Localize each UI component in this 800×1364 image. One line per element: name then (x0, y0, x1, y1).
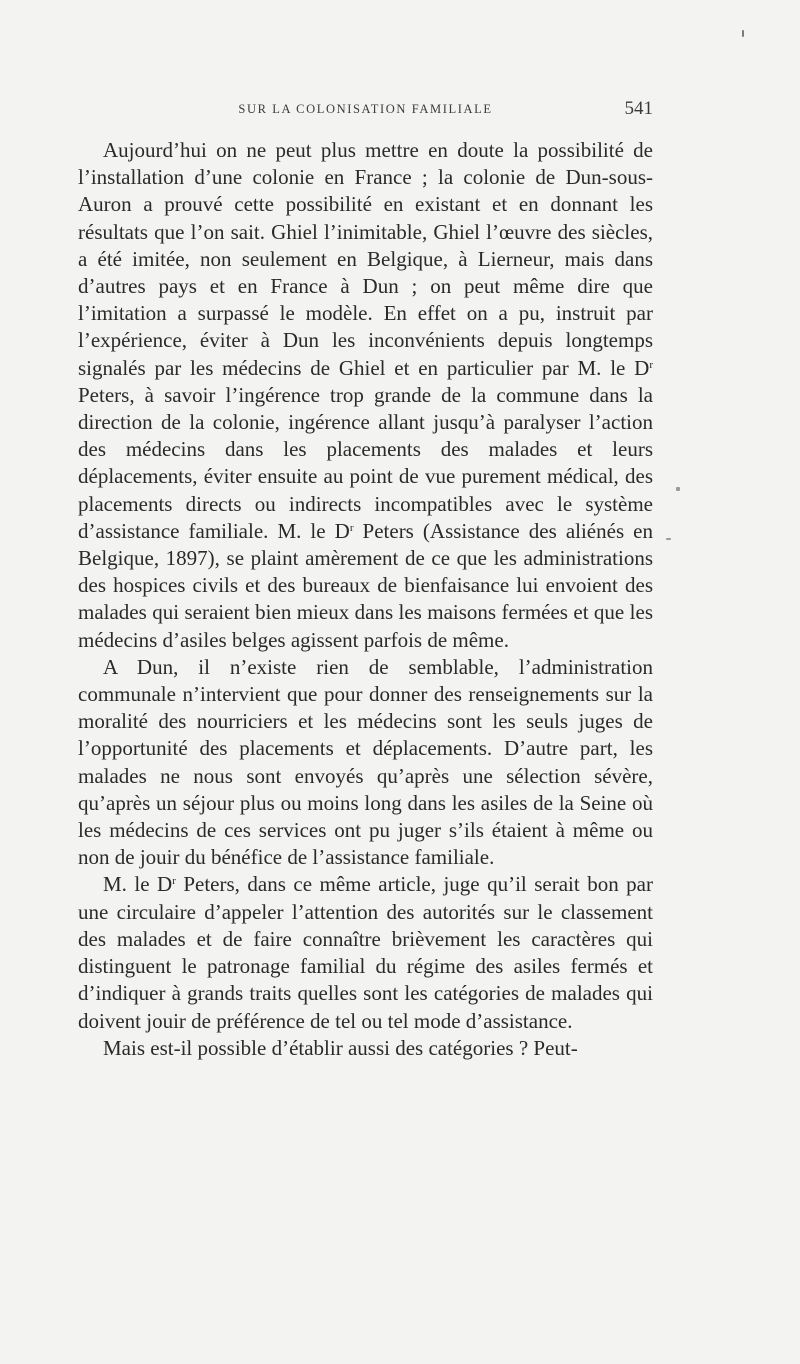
doctor-abbrev-superscript: r (349, 521, 354, 534)
body-text (78, 137, 653, 1062)
text-segment: Peters, à savoir l’ingérence trop grande de la commune dans la direction de la colonie, ingérence allant jusqu’à paralyser l’action des médecins dans les placements des malades et leurs déplacements, éviter ensuite au point de vue purement médical, des placements directs ou indirects incompatibles avec le système d’assistance familiale. M. le D (78, 382, 653, 543)
doctor-abbrev-superscript: r (649, 358, 653, 371)
text-segment: A Dun, il n’existe rien de semblable, l’administration communale n’intervient que pour donner des renseignements sur la moralité des nourriciers et les médecins sont les seuls juges de l’opportunité des placements et déplacements. D’autre part, les malades ne nous sont envoyés qu’après une sélection sévère, qu’après un séjour plus ou moins long dans les asiles de la Seine où les médecins de ces services ont pu juger s’ils étaient à même ou non de jouir du bénéfice de l’assistance familiale. (78, 654, 653, 870)
running-title: SUR LA COLONISATION FAMILIALE (238, 102, 493, 116)
paragraph-3 (78, 871, 653, 1034)
text-segment: M. le D (103, 872, 173, 897)
running-head (78, 98, 653, 122)
text-segment: Peters (Assistance des aliénés en Belgique, 1897), se plaint amèrement de ce que les administrations des hospices civils et des bureaux de bienfaisance lui envoient des malades qui seraient bien mieux dans les maisons fermées et que les médecins d’asiles belges agissent parfois de même. (78, 518, 653, 652)
scan-speck (676, 487, 680, 491)
text-segment: Mais est-il possible d’établir aussi des catégories ? Peut- (103, 1035, 578, 1060)
scan-speck (742, 30, 744, 37)
paragraph-2 (78, 654, 653, 872)
paragraph-4 (78, 1035, 653, 1062)
text-segment: Aujourd’hui on ne peut plus mettre en doute la possibilité de l’installation d’une colonie en France ; la colonie de Dun-sous-Auron a prouvé cette possibilité en existant et en donnant les résultats que l’on sait. Ghiel l’inimitable, Ghiel l’œuvre des siècles, a été imitée, non seulement en Belgique, à Lierneur, mais dans d’autres pays et en France à Dun ; on peut même dire que l’imitation a surpassé le modèle. En effet on a pu, instruit par l’expérience, éviter à Dun les inconvénients depuis longtemps signalés par les médecins de Ghiel et en particulier par M. le D (78, 138, 653, 380)
page-number: 541 (624, 98, 653, 119)
doctor-abbrev-superscript: r (172, 875, 176, 888)
text-segment: Peters, dans ce même article, juge qu’il serait bon par une circulaire d’appeler l’attention des autorités sur le classement des malades et de faire connaître brièvement les caractères qui distinguent le patronage familial du régime des asiles fermés et d’indiquer à grands traits quelles sont les catégories de malades qui doivent jouir de préférence de tel ou tel mode d’assistance. (78, 872, 653, 1033)
paragraph-1 (78, 137, 653, 654)
scan-speck (666, 538, 671, 540)
